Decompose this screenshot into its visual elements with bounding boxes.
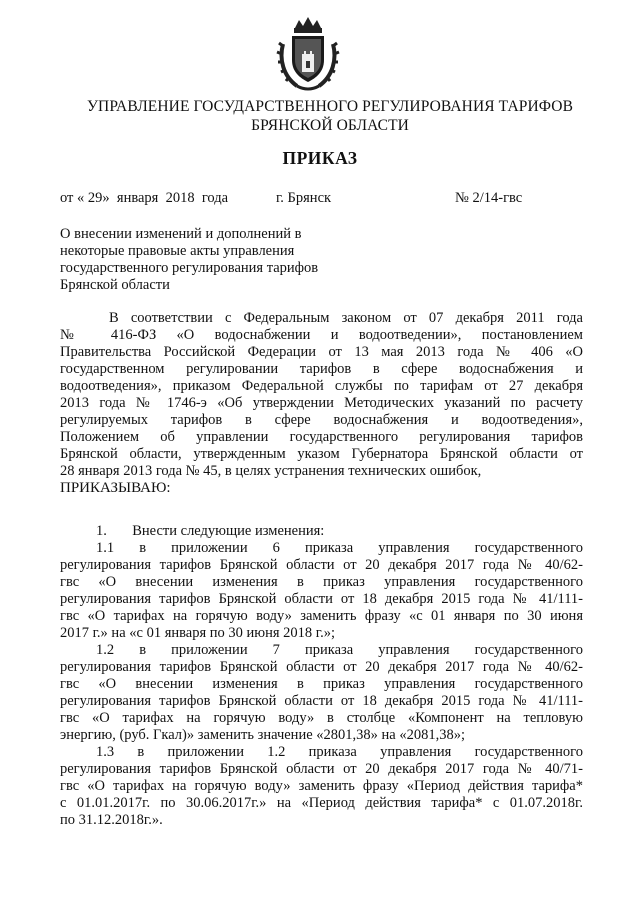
text-line: регулирования тарифов Брянской области от 20 декабря 2017 года № 40/71- <box>60 761 583 777</box>
order-city: г. Брянск <box>276 190 332 206</box>
text-line: 28 января 2013 года № 45, в целях устранения технических ошибок, <box>60 463 482 479</box>
text-line: регулирования тарифов Брянской области от 20 декабря 2017 года № 40/62- <box>60 659 583 675</box>
preamble-paragraph <box>60 310 583 497</box>
coat-of-arms-emblem <box>275 14 341 92</box>
text-line: 2013 года № 1746-э «Об утверждении Методических указаний по расчету <box>60 395 583 411</box>
text-line: гвс «О тарифах на горячую воду» заменить фразу «Период действия тарифа* <box>60 778 583 794</box>
text-line: водоотведения», приказом Федеральной службы по тарифам от 27 декабря <box>60 378 583 394</box>
text-line: регулируемых тарифов в сфере водоснабжения и водоотведения», <box>60 412 583 428</box>
text-line: гвс «О внесении изменения в приказ управления государственного <box>60 676 583 692</box>
text-line: регулирования тарифов Брянской области от 20 декабря 2017 года № 40/62- <box>60 557 583 573</box>
text-line: гвс «О внесении изменения в приказ управления государственного <box>60 574 583 590</box>
org-name-line1: УПРАВЛЕНИЕ ГОСУДАРСТВЕННОГО РЕГУЛИРОВАНИЯ ТАРИФОВ <box>86 98 574 115</box>
text-line: с 01.01.2017г. по 30.06.2017г.» на «Период действия тарифа* с 01.07.2018г. <box>60 795 583 811</box>
text-line: В соответствии с Федеральным законом от 07 декабря 2011 года <box>109 310 583 326</box>
text-line: Положением об управлении государственного регулирования тарифов <box>60 429 583 445</box>
text-line: по 31.12.2018г.». <box>60 812 163 828</box>
text-line: Брянской области, утвержденным указом Губернатора Брянской области от <box>60 446 583 462</box>
item-1-3-paragraph <box>60 744 583 829</box>
text-line: государственном регулировании тарифов в сфере водоснабжения и <box>60 361 583 377</box>
text-line: энергию, (руб. Гкал)» заменить значение «2801,38» на «2081,38»; <box>60 727 465 743</box>
text-line: 1.2 в приложении 7 приказа управления государственного <box>96 642 583 658</box>
text-line: регулирования тарифов Брянской области от 18 декабря 2015 года № 41/111- <box>60 591 583 607</box>
subject-line: некоторые правовые акты управления <box>60 243 295 259</box>
text-line: гвс «О тарифах на горячую воду» в столбце «Компонент на тепловую <box>60 710 583 726</box>
text-line: № 416-ФЗ «О водоснабжении и водоотведении», постановлением <box>60 327 583 343</box>
org-name-line2: БРЯНСКОЙ ОБЛАСТИ <box>251 117 409 134</box>
text-line: 2017 г.» на «с 01 января по 30 июня 2018 г.»; <box>60 625 336 641</box>
subject-line: О внесении изменений и дополнений в <box>60 226 302 242</box>
text-line: регулирования тарифов Брянской области от 18 декабря 2015 года № 41/111- <box>60 693 583 709</box>
document-title: ПРИКАЗ <box>282 148 358 168</box>
text-line: 1.1 в приложении 6 приказа управления государственного <box>96 540 583 556</box>
subject-line: государственного регулирования тарифов <box>60 260 319 276</box>
order-date: от « 29» января 2018 года <box>60 190 229 206</box>
order-subject <box>60 226 360 294</box>
item-1-heading: 1. Внести следующие изменения: <box>96 523 325 539</box>
text-line: Правительства Российской Федерации от 13 мая 2013 года № 406 «О <box>60 344 583 360</box>
subject-line: Брянской области <box>60 277 170 293</box>
order-number: № 2/14-гвс <box>455 190 523 206</box>
text-line: 1.3 в приложении 1.2 приказа управления государственного <box>96 744 583 760</box>
item-1-2-paragraph <box>60 642 583 744</box>
order-directive: ПРИКАЗЫВАЮ: <box>60 480 171 496</box>
item-1-1-paragraph <box>60 540 583 642</box>
text-line: гвс «О тарифах на горячую воду» заменить фразу «с 01 января по 30 июня <box>60 608 583 624</box>
order-body <box>60 310 583 829</box>
